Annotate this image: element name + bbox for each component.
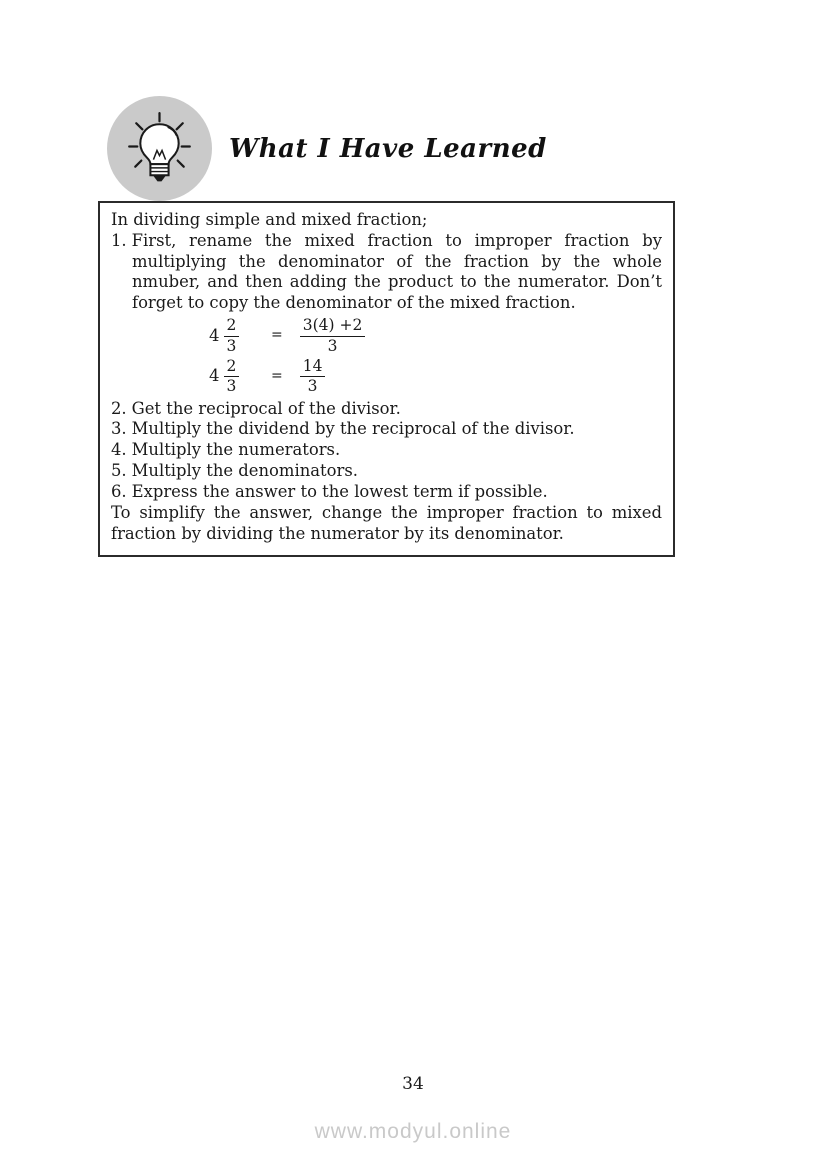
denominator: 3 (307, 377, 318, 396)
denominator: 3 (226, 377, 237, 396)
summary-box (98, 201, 675, 557)
denominator: 3 (327, 336, 338, 355)
numerator: 2 (224, 358, 240, 377)
item-number: 2. (111, 398, 127, 418)
fraction (300, 317, 366, 355)
item-number: 5. (111, 461, 127, 481)
lightbulb-icon (107, 96, 212, 201)
list-item-5 (111, 461, 662, 482)
denominator: 3 (226, 336, 237, 355)
section-title: What I Have Learned (229, 133, 547, 164)
equation-row-2 (209, 358, 662, 396)
list-item-1 (111, 231, 662, 314)
item-number: 6. (111, 481, 127, 501)
list-item-6 (111, 482, 662, 503)
fraction (224, 317, 240, 355)
item-text: Get the reciprocal of the divisor. (131, 398, 401, 418)
item-number: 3. (111, 419, 127, 439)
equation-row-1 (209, 317, 662, 355)
item-text: First, rename the mixed fraction to improper fraction by multiplying the denominator of the fraction by the whole nmuber, and then adding the product to the numerator. Don’t forget to copy the denominator of the mixed fraction. (131, 230, 662, 313)
whole-number: 4 (209, 366, 220, 386)
mixed-number (209, 358, 263, 396)
mixed-number (209, 317, 263, 355)
item-text: Multiply the dividend by the reciprocal of the divisor. (131, 419, 575, 439)
list-item-4 (111, 440, 662, 461)
whole-number: 4 (209, 325, 220, 345)
item-number: 4. (111, 440, 127, 460)
equals-sign: = (271, 367, 283, 384)
fraction (224, 358, 240, 396)
page-number: 34 (402, 1074, 424, 1094)
watermark: www.modyul.online (314, 1120, 512, 1143)
outro-paragraph: To simplify the answer, change the improper fraction to mixed fraction by dividing the numerator by its denominator. (111, 502, 662, 543)
item-text: Express the answer to the lowest term if possible. (131, 481, 548, 501)
numerator: 2 (224, 317, 240, 336)
item-text: Multiply the numerators. (131, 440, 341, 460)
list-item-2 (111, 399, 662, 420)
list-item-3 (111, 419, 662, 440)
equals-sign: = (271, 327, 283, 344)
equation-block (111, 317, 662, 395)
item-text: Multiply the denominators. (131, 461, 358, 481)
item-number: 1. (111, 230, 127, 250)
fraction (300, 358, 326, 396)
intro-line: In dividing simple and mixed fraction; (111, 210, 428, 229)
numerator: 3(4) +2 (300, 317, 366, 336)
numerator: 14 (300, 358, 326, 377)
section-header (107, 96, 826, 201)
